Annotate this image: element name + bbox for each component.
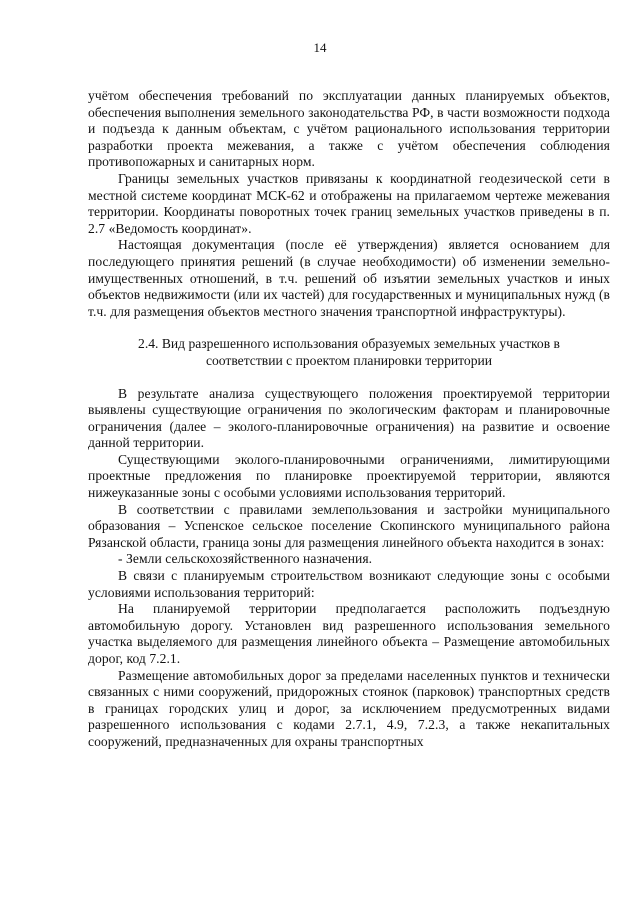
document-body [88, 88, 610, 751]
page-number: 14 [313, 40, 327, 55]
paragraph-access-road: На планируемой территории предполагается расположить подъездную автомобильную дорогу. Установлен вид разрешенного использования земельного участка выделяемого для размещения линейного объекта – Размещение автомобильных дорог, код 7.2.1. [88, 601, 610, 666]
paragraph-land-boundaries: Границы земельных участков привязаны к координатной геодезической сети в местной системе координат МСК-62 и отображены на прилагаемом чертеже межевания территории. Координаты поворотных точек границ земельных участков приведены в п. 2.7 «Ведомость координат». [88, 170, 610, 236]
paragraph-planned-construction: В связи с планируемым строительством возникают следующие зоны с особыми условиями использования территорий: [88, 568, 610, 600]
paragraph-zoning-rules: В соответствии с правилами землепользования и застройки муниципального образования – Успенское сельское поселение Скопинского муниципального района Рязанской области, граница зоны для размещения линейного объекта находится в зонах: [88, 501, 610, 550]
list-item-agricultural-land: - Земли сельскохозяйственного назначения. [118, 551, 373, 567]
paragraph-existing-restrictions: Существующими эколого-планировочными ограничениями, лимитирующими проектные предложения по планировке проектируемой территории, являются нижеуказанные зоны с особыми условиями использования территорий. [88, 451, 610, 501]
paragraph-continuation: учётом обеспечения требований по эксплуатации данных планируемых объектов, обеспечения выполнения земельного законодательства РФ, в части возможности подхода и подъезда к данным объектам, с учётом рационального использования территории разработки проекта межевания, а также с учётом обеспечения соблюдения противопожарных и санитарных норм. [88, 88, 610, 170]
paragraph-documentation-basis: Настоящая документация (после её утверждения) является основанием для последующего принятия решений (в случае необходимости) об изменении земельно-имущественных отношений, в т.ч. решений об изъятии земельных участков и иных объектов недвижимости (или их частей) для государственных и муниципальных нужд (в т.ч. для размещения объектов местного значения транспортной инфраструктуры). [88, 237, 610, 319]
paragraph-road-placement: Размещение автомобильных дорог за пределами населенных пунктов и технически связанных с ними сооружений, придорожных стоянок (парковок) транспортных средств в границах городских улиц и дорог, за исключением предусмотренных видами разрешенного использования с кодами 2.7.1, 4.9, 7.2.3, а также некапитальных сооружений, предназначенных для охраны транспортных [88, 667, 610, 749]
paragraph-analysis-result: В результате анализа существующего положения проектируемой территории выявлены существующие ограничения по экологическим факторам и планировочные ограничения (далее – эколого-планировочные ограничения) на развитие и освоение данной территории. [88, 385, 610, 451]
section-heading: 2.4. Вид разрешенного использования образуемых земельных участков в соответствии с проектом планировки территории [138, 336, 560, 368]
